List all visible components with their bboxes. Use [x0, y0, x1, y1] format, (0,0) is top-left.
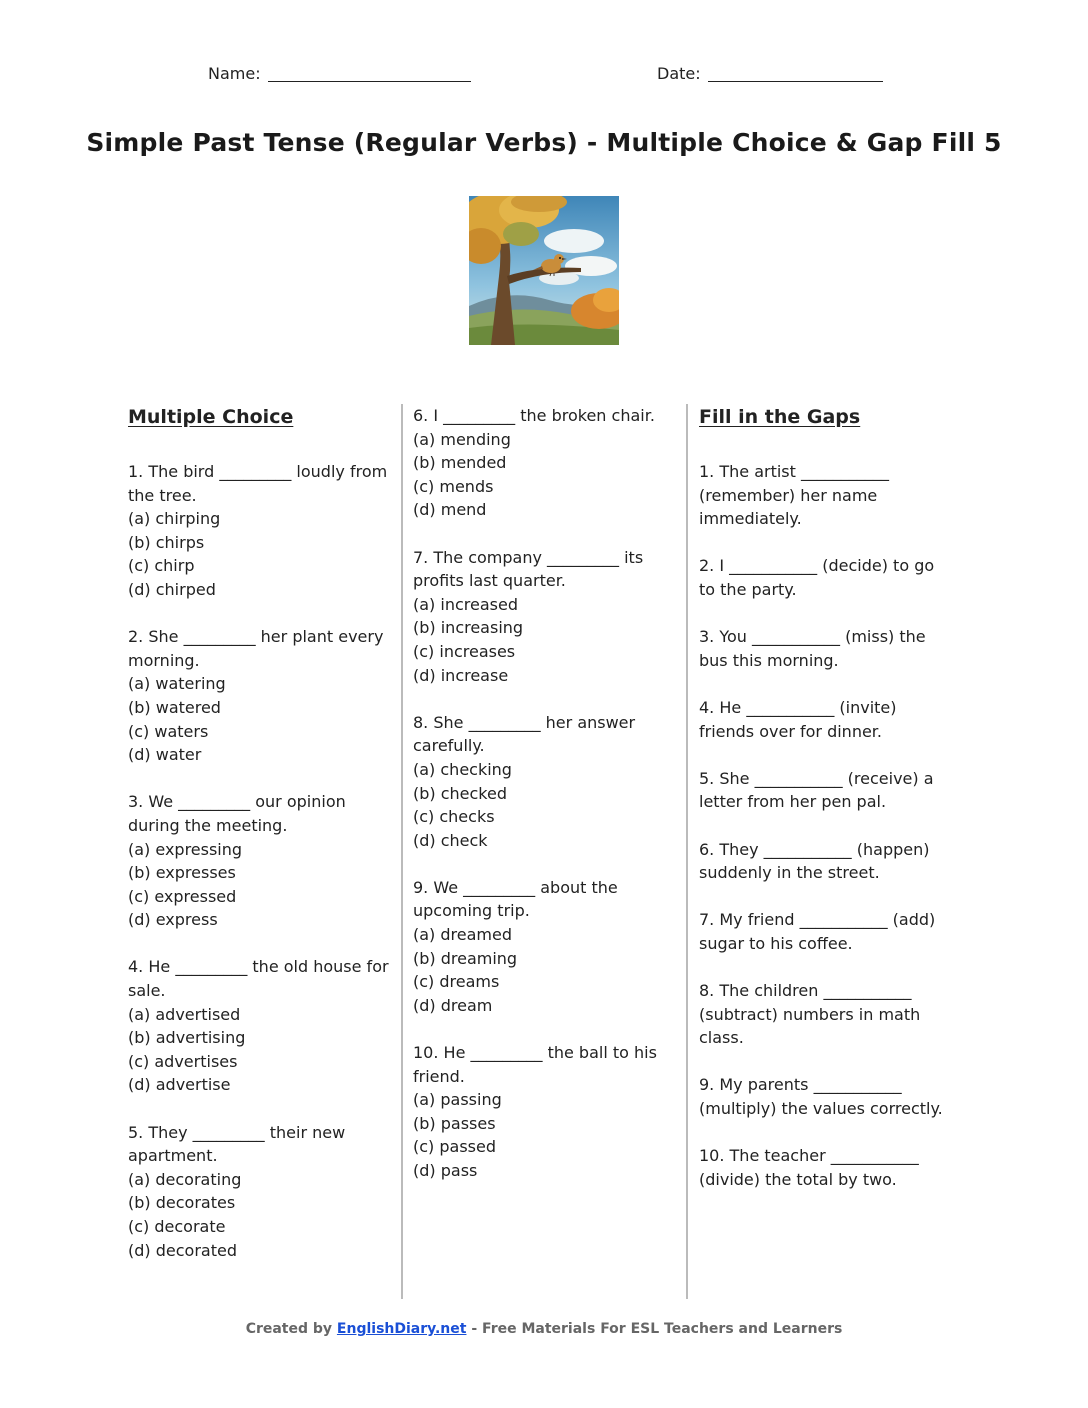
option: (d) dream [413, 995, 493, 1015]
question [413, 876, 675, 1018]
question-text: 7. The company _________ its profits last quarter. [413, 547, 644, 591]
option: (d) water [128, 745, 202, 765]
option: (b) decorates [128, 1193, 236, 1213]
question-text: 3. We _________ our opinion during the meeting. [128, 792, 346, 835]
question-text: 2. She _________ her plant every morning. [128, 627, 384, 670]
question-text: 1. The bird _________ loudly from the tree. [128, 462, 388, 505]
multiple-choice-column-2 [413, 404, 675, 1206]
option: (d) express [128, 910, 218, 930]
option: (a) expressing [128, 839, 243, 859]
option: (d) chirped [128, 579, 216, 599]
option: (b) mended [413, 453, 507, 473]
question [128, 790, 390, 932]
column-divider-left [401, 404, 403, 1299]
gap-fill-item: 5. She ___________ (receive) a letter from her pen pal. [699, 768, 934, 812]
option: (d) increase [413, 665, 509, 685]
question [413, 546, 675, 688]
date-field[interactable] [657, 64, 883, 83]
footer-suffix: - Free Materials For ESL Teachers and Learners [471, 1321, 843, 1337]
option: (c) mends [413, 476, 494, 496]
option: (c) waters [128, 721, 209, 741]
option: (d) decorated [128, 1240, 237, 1260]
option: (b) checked [413, 783, 507, 803]
footer-prefix: Created by [245, 1321, 333, 1337]
option: (c) chirp [128, 556, 195, 576]
option: (c) expressed [128, 886, 237, 906]
gap-fill-item: 1. The artist ___________ (remember) her name immediately. [699, 462, 889, 529]
option: (c) decorate [128, 1217, 226, 1236]
question-text: 5. They _________ their new apartment. [128, 1122, 346, 1166]
option: (d) check [413, 830, 488, 850]
option: (b) passes [413, 1113, 496, 1133]
gap-fill-item: 7. My friend ___________ (add) sugar to his coffee. [699, 910, 936, 953]
gap-fill-heading: Fill in the Gaps [699, 406, 861, 428]
question [413, 711, 675, 853]
question-text: 9. We _________ about the upcoming trip. [413, 877, 618, 921]
option: (c) increases [413, 641, 516, 661]
option: (b) increasing [413, 618, 524, 638]
name-label: Name: [208, 64, 261, 83]
option: (a) watering [128, 674, 226, 694]
gap-fill-column [699, 404, 951, 1215]
gap-fill-item: 4. He ___________ (invite) friends over for dinner. [699, 697, 897, 741]
option: (a) checking [413, 759, 512, 779]
option: (d) pass [413, 1161, 478, 1180]
question [413, 404, 675, 522]
option: (a) decorating [128, 1169, 242, 1189]
page-title: Simple Past Tense (Regular Verbs) - Multiple Choice & Gap Fill 5 [86, 128, 1002, 157]
option: (a) passing [413, 1090, 502, 1110]
question [128, 625, 390, 767]
option: (c) passed [413, 1137, 496, 1157]
option: (a) chirping [128, 509, 221, 529]
column-divider-right [686, 404, 688, 1299]
option: (c) advertises [128, 1051, 238, 1071]
multiple-choice-heading: Multiple Choice [128, 406, 294, 428]
question-text: 6. I _________ the broken chair. [413, 406, 655, 425]
date-blank-line[interactable] [708, 65, 883, 82]
question-text: 10. He _________ the ball to his friend. [413, 1043, 657, 1086]
englishdiary-link[interactable]: EnglishDiary.net [336, 1321, 467, 1337]
option: (c) dreams [413, 972, 500, 992]
option: (a) advertised [128, 1004, 241, 1024]
option: (b) chirps [128, 532, 205, 552]
question [128, 460, 390, 602]
question [413, 1041, 675, 1183]
name-field[interactable] [208, 64, 471, 83]
bird-on-tree-illustration [469, 196, 619, 345]
gap-fill-item: 3. You ___________ (miss) the bus this morning. [699, 627, 926, 670]
question-text: 4. He _________ the old house for sale. [128, 957, 389, 1001]
option: (a) dreamed [413, 925, 512, 945]
name-blank-line[interactable] [268, 65, 471, 82]
question [128, 1121, 390, 1263]
question [128, 955, 390, 1097]
gap-fill-item: 6. They ___________ (happen) suddenly in the street. [699, 839, 930, 883]
gap-fill-item: 9. My parents ___________ (multiply) the values correctly. [699, 1075, 943, 1119]
option: (a) increased [413, 594, 518, 614]
gap-fill-item: 8. The children ___________ (subtract) numbers in math class. [699, 981, 921, 1048]
option: (d) mend [413, 500, 487, 520]
question-text: 8. She _________ her answer carefully. [413, 712, 636, 756]
option: (c) checks [413, 807, 495, 827]
option: (b) advertising [128, 1028, 246, 1048]
option: (b) dreaming [413, 948, 518, 968]
date-label: Date: [657, 64, 701, 83]
gap-fill-item: 10. The teacher ___________ (divide) the total by two. [699, 1146, 919, 1189]
option: (d) advertise [128, 1075, 231, 1095]
option: (a) mending [413, 429, 511, 449]
gap-fill-item: 2. I ___________ (decide) to go to the party. [699, 556, 935, 599]
multiple-choice-column-1 [128, 404, 390, 1286]
footer [0, 1321, 1088, 1337]
option: (b) expresses [128, 863, 236, 883]
option: (b) watered [128, 697, 221, 717]
